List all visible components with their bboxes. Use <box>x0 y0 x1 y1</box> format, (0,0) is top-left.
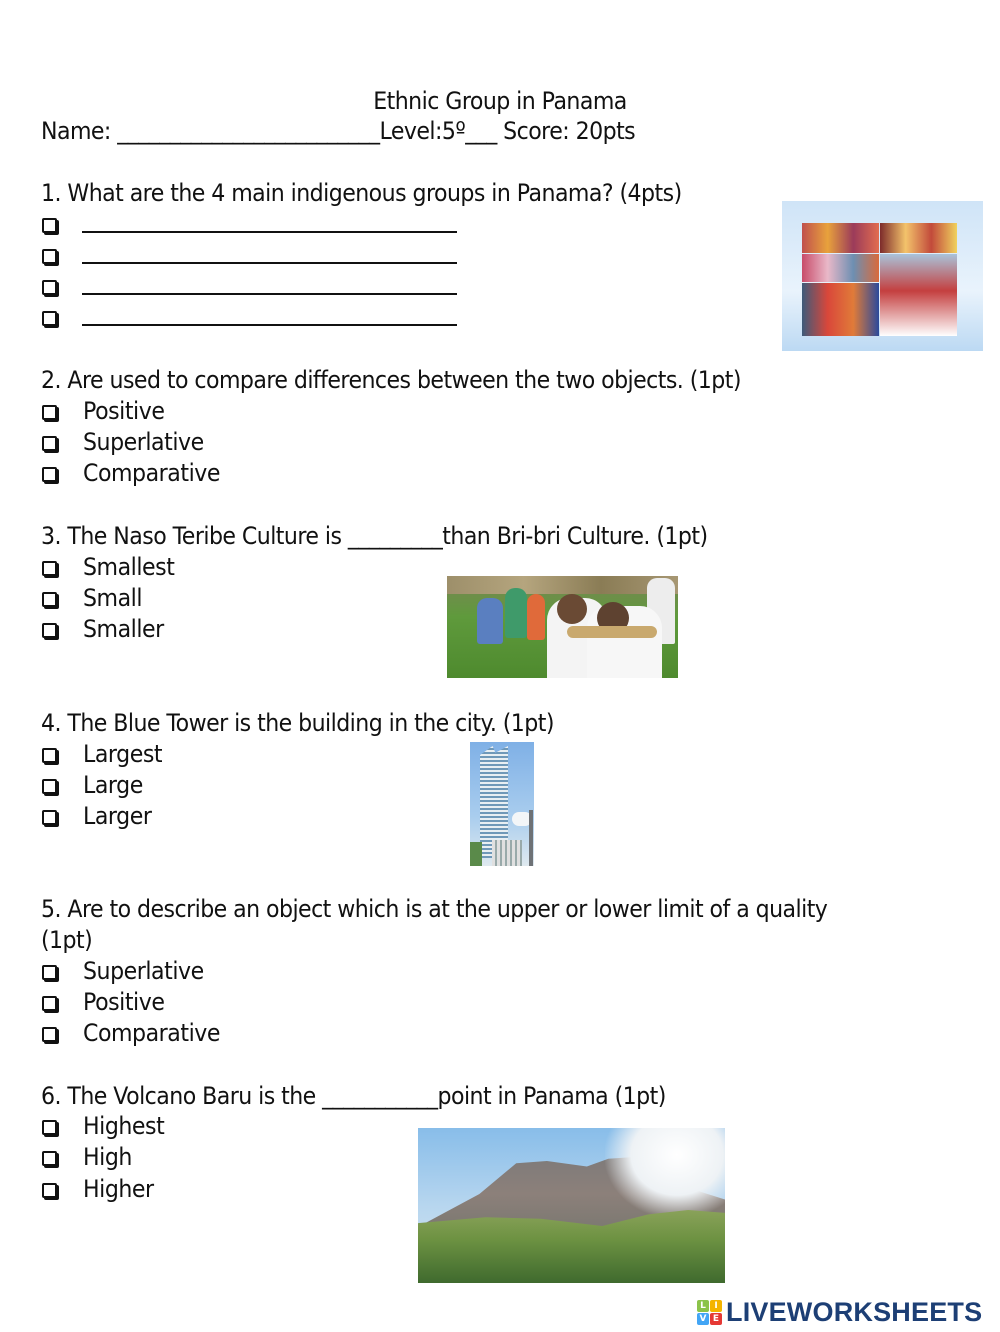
question-1-option-2[interactable] <box>42 240 57 270</box>
question-1-option-4[interactable] <box>42 302 57 332</box>
option-label: Larger <box>83 802 152 830</box>
answer-blank-line[interactable] <box>82 324 457 326</box>
option-label: Largest <box>83 740 163 768</box>
option-label: Small <box>83 584 143 612</box>
checkbox[interactable] <box>42 623 57 638</box>
option-label: Comparative <box>83 1019 220 1047</box>
question-6-text: 6. The Volcano Baru is the ___________point in Panama (1pt) <box>41 1082 666 1110</box>
checkbox[interactable] <box>42 467 57 482</box>
logo-tile-i: I <box>710 1300 722 1312</box>
question-6-option-higher[interactable] <box>42 1174 154 1204</box>
question-3-option-smaller[interactable] <box>42 614 164 644</box>
question-4-option-large[interactable] <box>42 770 143 800</box>
liveworksheets-logo[interactable] <box>697 1298 982 1326</box>
question-5-option-positive[interactable] <box>42 987 165 1017</box>
checkbox[interactable] <box>42 1120 57 1135</box>
question-2-option-comparative[interactable] <box>42 458 220 488</box>
logo-tile-l: L <box>697 1300 709 1312</box>
checkbox[interactable] <box>42 1183 57 1198</box>
answer-blank-line[interactable] <box>82 231 457 233</box>
volcano-baru-photo <box>418 1128 725 1283</box>
option-label: Highest <box>83 1112 165 1140</box>
option-label: Positive <box>83 988 165 1016</box>
question-2-option-superlative[interactable] <box>42 427 204 457</box>
option-label: Smaller <box>83 615 164 643</box>
option-label: Smallest <box>83 553 175 581</box>
logo-tile-e: E <box>710 1313 722 1325</box>
option-label: Superlative <box>83 428 204 456</box>
question-5-option-comparative[interactable] <box>42 1018 220 1048</box>
question-5-text-continued: (1pt) <box>41 926 93 954</box>
option-label: Superlative <box>83 957 204 985</box>
question-3-option-small[interactable] <box>42 583 143 613</box>
question-5-text: 5. Are to describe an object which is at the upper or lower limit of a quality <box>41 895 828 923</box>
option-label: Higher <box>83 1175 154 1203</box>
question-2-option-positive[interactable] <box>42 396 165 426</box>
option-label: Large <box>83 771 143 799</box>
question-4-text: 4. The Blue Tower is the building in the city. (1pt) <box>41 709 554 737</box>
live-tiles-icon <box>697 1300 722 1325</box>
checkbox[interactable] <box>42 810 57 825</box>
question-3-option-smallest[interactable] <box>42 552 175 582</box>
question-2-text: 2. Are used to compare differences between the two objects. (1pt) <box>41 366 741 394</box>
checkbox[interactable] <box>42 280 57 295</box>
checkbox[interactable] <box>42 748 57 763</box>
header-name-level-score: Name: _________________________Level:5º___ Score: 20pts <box>41 117 636 145</box>
question-5-option-superlative[interactable] <box>42 956 204 986</box>
checkbox[interactable] <box>42 436 57 451</box>
checkbox[interactable] <box>42 561 57 576</box>
question-6-option-high[interactable] <box>42 1142 132 1172</box>
checkbox[interactable] <box>42 996 57 1011</box>
question-1-text: 1. What are the 4 main indigenous groups in Panama? (4pts) <box>41 179 682 207</box>
checkbox[interactable] <box>42 218 57 233</box>
worksheet-title: Ethnic Group in Panama <box>373 87 627 115</box>
checkbox[interactable] <box>42 1151 57 1166</box>
question-3-text: 3. The Naso Teribe Culture is _________than Bri-bri Culture. (1pt) <box>41 522 708 550</box>
answer-blank-line[interactable] <box>82 262 457 264</box>
checkbox[interactable] <box>42 249 57 264</box>
question-6-option-highest[interactable] <box>42 1111 165 1141</box>
option-label: Comparative <box>83 459 220 487</box>
question-4-option-largest[interactable] <box>42 739 163 769</box>
checkbox[interactable] <box>42 405 57 420</box>
question-4-option-larger[interactable] <box>42 801 152 831</box>
checkbox[interactable] <box>42 1027 57 1042</box>
question-1-option-1[interactable] <box>42 209 57 239</box>
checkbox[interactable] <box>42 592 57 607</box>
option-label: High <box>83 1143 132 1171</box>
question-1-option-3[interactable] <box>42 271 57 301</box>
logo-wordmark: LIVEWORKSHEETS <box>726 1296 983 1327</box>
naso-teribe-photo <box>447 576 678 678</box>
checkbox[interactable] <box>42 311 57 326</box>
checkbox[interactable] <box>42 965 57 980</box>
checkbox[interactable] <box>42 779 57 794</box>
logo-tile-v: V <box>697 1313 709 1325</box>
answer-blank-line[interactable] <box>82 293 457 295</box>
indigenous-groups-collage-image <box>782 201 983 351</box>
blue-tower-photo <box>470 742 534 866</box>
option-label: Positive <box>83 397 165 425</box>
